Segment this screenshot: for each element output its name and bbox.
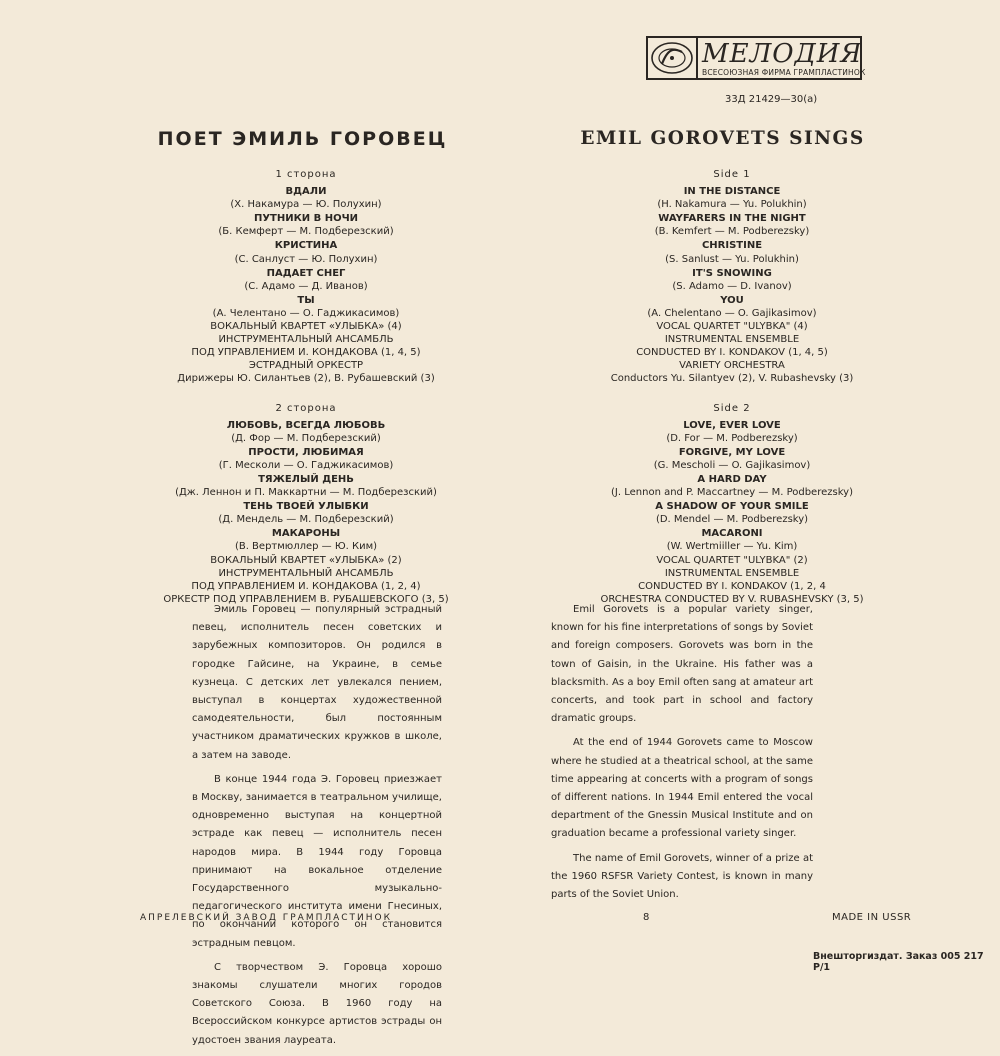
- made-in: MADE IN USSR: [832, 912, 912, 923]
- track-title: IN THE DISTANCE: [683, 186, 781, 198]
- performer-line: ИНСТРУМЕНТАЛЬНЫЙ АНСАМБЛЬ: [218, 334, 394, 346]
- track-credit: (H. Nakamura — Yu. Polukhin): [657, 199, 807, 211]
- page-number: 8: [643, 912, 650, 923]
- track-title: IT'S SNOWING: [692, 267, 772, 279]
- track-title: ТЫ: [297, 294, 315, 306]
- paragraph: Эмиль Горовец — популярный эстрадный певец, исполнитель песен советских и зарубежных композиторов. Он родился в городке Гайсине, на Украине, в семье кузнеца. С детских лет увлекался пением, выступал в концертах художественной самодеятельности, был постоянным участником драматических кружков в школе, а затем на заводе.: [192, 604, 442, 761]
- track-title: ТЕНЬ ТВОЕЙ УЛЫБКИ: [243, 501, 369, 513]
- side2-label: 2 сторона: [275, 402, 337, 414]
- track-item: [126, 527, 486, 553]
- track-item: [552, 473, 912, 499]
- performer-line: CONDUCTED BY I. KONDAKOV (1, 2, 4: [638, 580, 826, 592]
- track-title: A HARD DAY: [697, 473, 767, 485]
- track-title: ВДАЛИ: [285, 186, 327, 198]
- track-credit: (B. Kemfert — M. Podberezsky): [654, 226, 810, 238]
- track-title: MACARONI: [701, 528, 763, 540]
- conductors-line: Дирижеры Ю. Силантьев (2), В. Рубашевский (3): [177, 373, 435, 385]
- track-credit: (С. Санлуст — Ю. Полухин): [234, 253, 378, 265]
- melodiya-emblem-icon: [648, 38, 698, 78]
- track-item: [126, 446, 486, 472]
- performer-line: INSTRUMENTAL ENSEMBLE: [664, 334, 800, 346]
- track-item: [552, 500, 912, 526]
- performer-line: VOCAL QUARTET "ULYBKA" (4): [656, 321, 808, 333]
- track-item: [552, 267, 912, 293]
- track-credit: (В. Вертмюллер — Ю. Ким): [234, 541, 378, 553]
- track-item: [126, 473, 486, 499]
- track-credit: (Дж. Леннон и П. Маккартни — М. Подберезский): [175, 487, 437, 499]
- side1-label: Side 1: [713, 169, 751, 180]
- performer-line: CONDUCTED BY I. KONDAKOV (1, 4, 5): [636, 347, 828, 359]
- performer-line: ОРКЕСТР ПОД УПРАВЛЕНИЕМ В. РУБАШЕВСКОГО (3, 5): [163, 593, 449, 605]
- track-item: [552, 239, 912, 265]
- track-item: [552, 294, 912, 320]
- performer-line: INSTRUMENTAL ENSEMBLE: [664, 567, 800, 579]
- track-item: [552, 185, 912, 211]
- track-credit: (S. Adamo — D. Ivanov): [672, 280, 792, 292]
- performer-line: VOCAL QUARTET "ULYBKA" (2): [656, 554, 808, 566]
- print-order: Внешторгиздат. Заказ 005 217 Р/1: [813, 951, 984, 973]
- track-item: [126, 267, 486, 293]
- biography-en: [551, 601, 813, 910]
- performer-line: ЭСТРАДНЫЙ ОРКЕСТР: [248, 360, 364, 372]
- paragraph: At the end of 1944 Gorovets came to Moscow where he studied at a theatrical school, at the same time appearing at concerts with a program of songs of different nations. In 1944 Emil entered the vocal department of the Gnessin Musical Institute and on graduation became a professional variety singer.: [551, 737, 813, 840]
- performer-line: ИНСТРУМЕНТАЛЬНЫЙ АНСАМБЛЬ: [218, 567, 394, 579]
- title-en: EMIL GOROVETS SINGS: [580, 128, 865, 149]
- track-credit: (Б. Кемферт — М. Подберезский): [218, 226, 394, 238]
- track-title: КРИСТИНА: [274, 240, 338, 252]
- track-title: МАКАРОНЫ: [271, 528, 341, 540]
- track-item: [552, 419, 912, 445]
- track-title: ПАДАЕТ СНЕГ: [266, 267, 346, 279]
- melodiya-logo: [646, 36, 866, 80]
- track-credit: (А. Челентано — О. Гаджикасимов): [212, 307, 400, 319]
- performer-line: ПОД УПРАВЛЕНИЕМ И. КОНДАКОВА (1, 4, 5): [191, 347, 421, 359]
- track-title: ПУТНИКИ В НОЧИ: [253, 213, 359, 225]
- performer-line: ORCHESTRA CONDUCTED BY V. RUBASHEVSKY (3, 5): [600, 593, 864, 605]
- track-title: LOVE, EVER LOVE: [683, 419, 781, 431]
- side1-label: 1 сторона: [275, 169, 337, 180]
- track-title: ЛЮБОВЬ, ВСЕГДА ЛЮБОВЬ: [226, 419, 386, 431]
- biography-ru: [192, 601, 442, 1056]
- logo-name: МЕЛОДИЯ: [702, 39, 863, 69]
- paragraph: The name of Emil Gorovets, winner of a prize at the 1960 RSFSR Variety Contest, is known in many parts of the Soviet Union.: [551, 852, 813, 901]
- track-credit: (W. Wertmiiller — Yu. Kim): [666, 541, 798, 553]
- track-credit: (Г. Месколи — О. Гаджикасимов): [218, 459, 394, 471]
- track-title: YOU: [720, 294, 744, 306]
- paragraph: В конце 1944 года Э. Горовец приезжает в Москву, занимается в театральном училище, одновременно выступая на концертной эстраде как певец — исполнитель песен народов мира. В 1944 году Горовца принимают на вокальное отделение Государственного музыкально-педагогического института имени Гнесиных, по окончании которого он становится эстрадным певцом.: [192, 773, 442, 949]
- track-item: [126, 185, 486, 211]
- track-title: CHRISTINE: [701, 240, 763, 252]
- track-item: [552, 446, 912, 472]
- track-credit: (D. For — M. Podberezsky): [666, 432, 798, 444]
- track-credit: (A. Chelentano — O. Gajikasimov): [647, 307, 817, 319]
- performer-line: ВОКАЛЬНЫЙ КВАРТЕТ «УЛЫБКА» (2): [210, 554, 402, 566]
- pressing-plant: АПРЕЛЕВСКИЙ ЗАВОД ГРАМПЛАСТИНОК: [140, 913, 393, 923]
- track-title: A SHADOW OF YOUR SMILE: [655, 501, 809, 513]
- track-title: ТЯЖЕЛЫЙ ДЕНЬ: [258, 473, 354, 485]
- tracklist-ru: [126, 168, 486, 606]
- track-credit: (S. Sanlust — Yu. Polukhin): [665, 253, 799, 265]
- track-credit: (G. Mescholi — O. Gajikasimov): [653, 459, 811, 471]
- performer-line: ПОД УПРАВЛЕНИЕМ И. КОНДАКОВА (1, 2, 4): [191, 580, 421, 592]
- paragraph: Emil Gorovets is a popular variety singer, known for his fine interpretations of songs by Soviet and foreign composers. Gorovets was born in the town of Gaisin, in the Ukraine. His father was a blacksmith. As a boy Emil often sang at amateur art concerts, and took part in school and factory dramatic groups.: [551, 604, 813, 725]
- track-credit: (Х. Накамура — Ю. Полухин): [230, 199, 382, 211]
- track-item: [126, 419, 486, 445]
- title-ru: ПОЕТ ЭМИЛЬ ГОРОВЕЦ: [157, 128, 448, 150]
- tracklist-en: [552, 168, 912, 606]
- track-item: [126, 294, 486, 320]
- logo-subtitle: ВСЕСОЮЗНАЯ ФИРМА ГРАМПЛАСТИНОК: [702, 68, 866, 77]
- performer-line: ВОКАЛЬНЫЙ КВАРТЕТ «УЛЫБКА» (4): [210, 321, 402, 333]
- track-credit: (J. Lennon and P. Maccartney — M. Podberezsky): [611, 487, 853, 499]
- track-credit: (Д. Мендель — М. Подберезский): [218, 514, 394, 526]
- track-credit: (С. Адамо — Д. Иванов): [244, 280, 368, 292]
- track-item: [126, 239, 486, 265]
- catalog-number: 33Д 21429—30(а): [725, 94, 818, 105]
- conductors-line: Conductors Yu. Silantyev (2), V. Rubashevsky (3): [610, 373, 854, 385]
- track-title: ПРОСТИ, ЛЮБИМАЯ: [248, 446, 364, 458]
- track-credit: (D. Mendel — M. Podberezsky): [655, 514, 809, 526]
- track-item: [552, 527, 912, 553]
- track-item: [126, 500, 486, 526]
- track-item: [126, 212, 486, 238]
- track-item: [552, 212, 912, 238]
- track-credit: (Д. Фор — М. Подберезский): [231, 432, 381, 444]
- side2-label: Side 2: [713, 402, 751, 414]
- track-title: FORGIVE, MY LOVE: [678, 446, 786, 458]
- track-title: WAYFARERS IN THE NIGHT: [658, 213, 806, 225]
- performer-line: VARIETY ORCHESTRA: [679, 360, 785, 372]
- paragraph: С творчеством Э. Горовца хорошо знакомы слушатели многих городов Советского Союза. В 1960 году на Всероссийском конкурсе артистов эстрады он удостоен звания лауреата.: [192, 961, 442, 1046]
